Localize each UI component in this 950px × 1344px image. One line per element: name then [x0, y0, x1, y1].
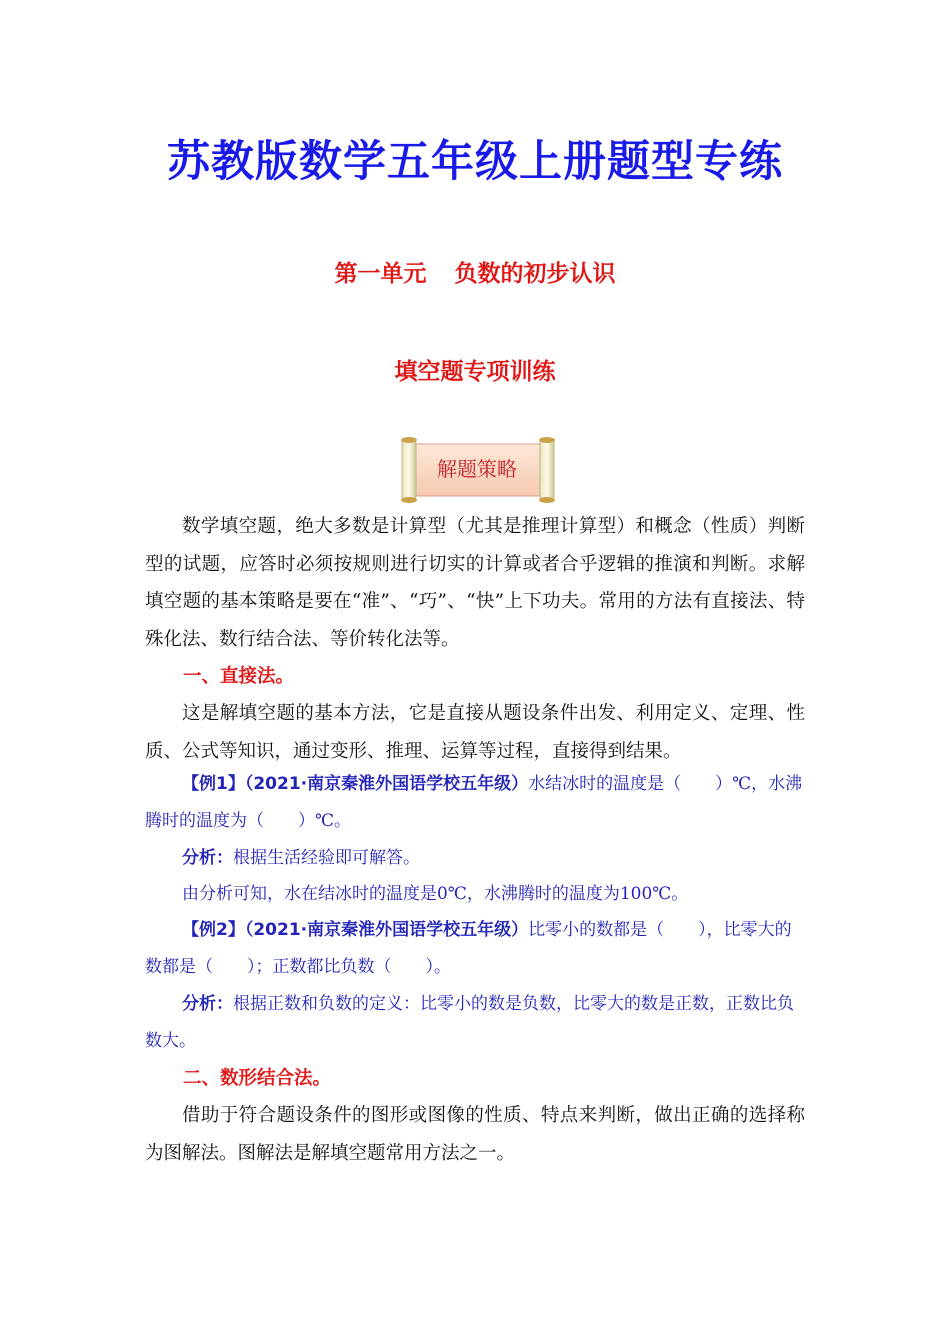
example2-text: 比零小的数都是（ ），比零大的数都是（ ）；正数都比负数（ ）。 — [145, 920, 792, 977]
example1-answer: 由分析可知，水在结冰时的温度是0℃，水沸腾时的温度为100℃。 — [182, 884, 689, 904]
example2-source: （2021·南京秦淮外国语学校五年级） — [244, 920, 529, 940]
method2-description: 借助于符合题设条件的图形或图像的性质、特点来判断，做出正确的选择称为图解法。图解法是解填空题常用方法之一。 — [145, 1105, 805, 1164]
unit-title — [0, 255, 950, 288]
example1-source: （2021·南京秦淮外国语学校五年级） — [244, 774, 529, 794]
example1-analysis-text: 根据生活经验即可解答。 — [233, 848, 420, 868]
example1-question — [145, 766, 805, 840]
method1-description: 这是解填空题的基本方法，它是直接从题设条件出发、利用定义、定理、性质、公式等知识，通过变形、推理、运算等过程，直接得到结果。 — [145, 703, 805, 762]
example2-analysis-text: 根据正数和负数的定义：比零小的数是负数，比零大的数是正数，正数比负数大。 — [145, 994, 794, 1051]
example2-analysis — [145, 986, 805, 1060]
unit-topic: 负数的初步认识 — [454, 261, 616, 287]
example1-analysis — [145, 840, 805, 877]
method2-heading: 二、数形结合法。 — [183, 1068, 332, 1089]
intro-paragraph: 数学填空题，绝大多数是计算型（尤其是推理计算型）和概念（性质）判断型的试题，应答时必须按规则进行切实的计算或者合乎逻辑的推演和判断。求解填空题的基本策略是要在“准”、“巧”、“快”上下功夫。常用的方法有直接法、特殊化法、数行结合法、等价转化法等。 — [145, 516, 805, 650]
unit-number: 第一单元 — [334, 261, 427, 287]
strategy-label: 解题策略 — [437, 457, 517, 481]
example1-text: 水结冰时的温度是（ ）℃，水沸腾时的温度为（ ）℃。 — [145, 774, 803, 831]
method1-heading: 一、直接法。 — [183, 666, 295, 687]
example2-analysis-label: 分析： — [182, 994, 233, 1014]
section-title: 填空题专项训练 — [394, 359, 556, 385]
strategy-scroll-badge — [394, 436, 560, 504]
example2-question — [145, 912, 805, 986]
example2-tag: 【例2】 — [182, 920, 245, 940]
example1-tag: 【例1】 — [182, 774, 245, 794]
document-title: 苏教版数学五年级上册题型专练 — [167, 137, 783, 187]
example1-analysis-label: 分析： — [182, 848, 233, 868]
